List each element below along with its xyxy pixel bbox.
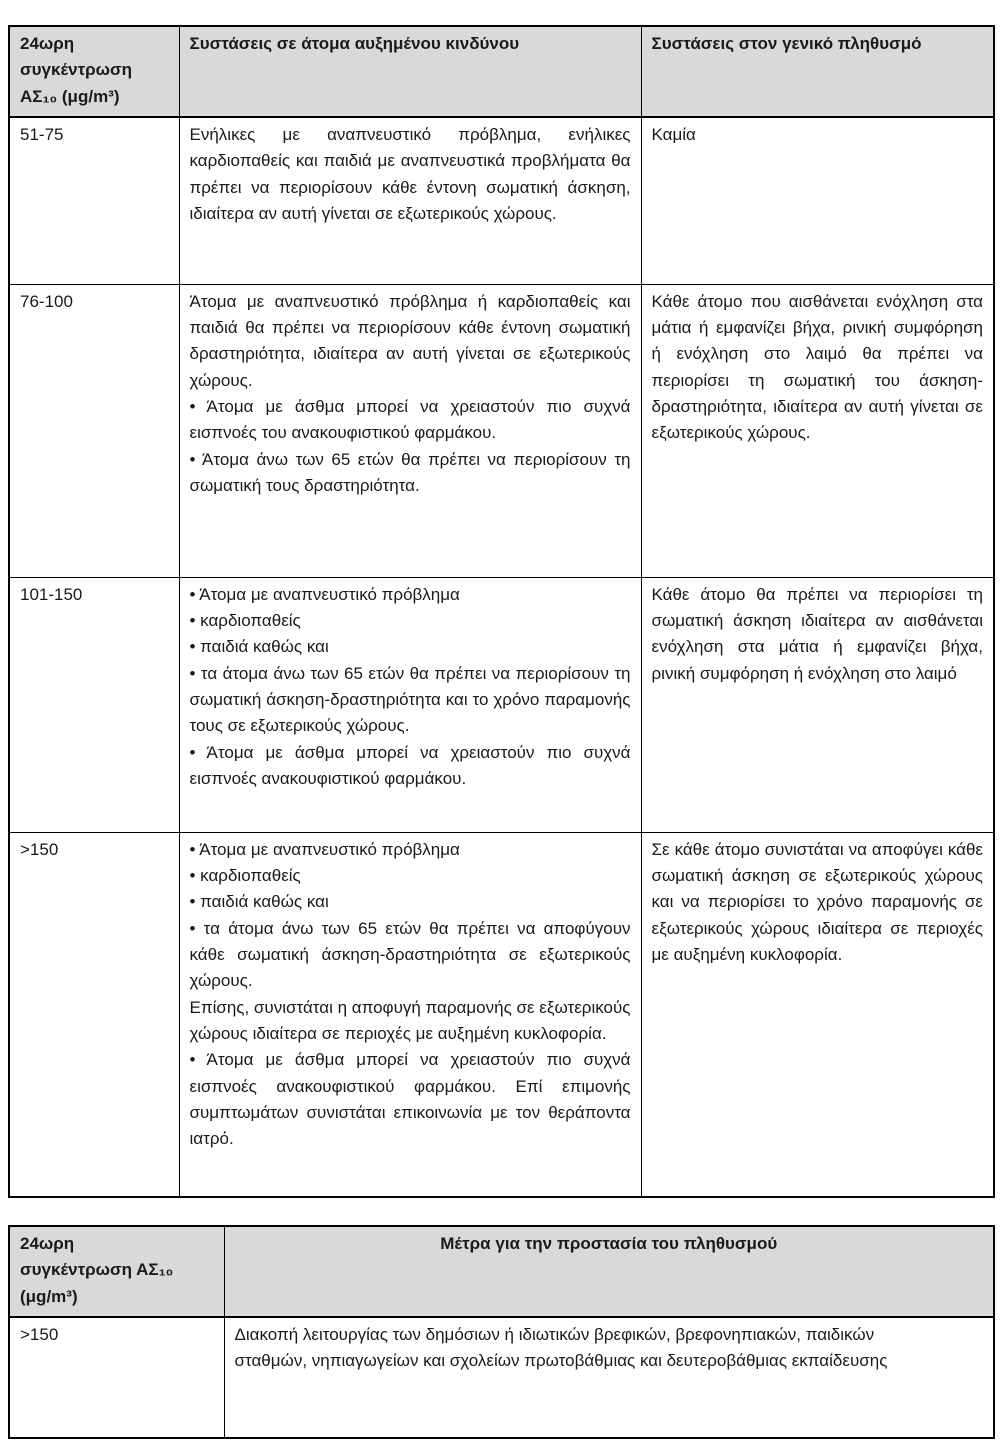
- paragraph: Κάθε άτομο θα πρέπει να περιορίσει τη σωματική άσκηση ιδιαίτερα αν αισθάνεται ενόχληση στα μάτια ή εμφανίζει βήχα, ρινική συμφόρηση ή ενόχληση στο λαιμό: [651, 584, 983, 683]
- table1-header-general-population: Συστάσεις στον γενικό πληθυσμό: [641, 26, 994, 117]
- risk-recommendations-cell: [179, 832, 641, 1197]
- risk-recommendations-cell: [179, 284, 641, 577]
- general-recommendations-cell: [641, 832, 994, 1197]
- table2-header-concentration: [9, 1226, 224, 1317]
- concentration-range-cell: 51-75: [9, 117, 179, 284]
- paragraph: • Άτομα άνω των 65 ετών θα πρέπει να περιορίσουν τη σωματική τους δραστηριότητα.: [189, 449, 631, 495]
- paragraph: • Άτομα με άσθμα μπορεί να χρειαστούν πιο συχνά εισπνοές ανακουφιστικού φαρμάκου. Επί επιμονής συμπτωμάτων συνιστάται επικοινωνία με τον θεράποντα ιατρό.: [189, 1050, 631, 1149]
- general-recommendations-cell: [641, 117, 994, 284]
- paragraph: Επίσης, συνιστάται η αποφυγή παραμονής σε εξωτερικούς χώρους ιδιαίτερα σε περιοχές με αυξημένη κυκλοφορία.: [189, 997, 631, 1043]
- paragraph: • Άτομα με αναπνευστικό πρόβλημα: [189, 584, 460, 604]
- table1-row-51-75: [9, 117, 994, 284]
- concentration-range-cell: >150: [9, 1317, 224, 1438]
- paragraph: Διακοπή λειτουργίας των δημόσιων ή ιδιωτικών βρεφικών, βρεφονηπιακών, παιδικών: [234, 1325, 875, 1345]
- table2-header-measures: Μέτρα για την προστασία του πληθυσμού: [224, 1226, 994, 1317]
- paragraph: Άτομα με αναπνευστικό πρόβλημα ή καρδιοπαθείς και παιδιά θα πρέπει να περιορίσουν κάθε έντονη σωματική δραστηριότητα, ιδιαίτερα αν αυτή γίνεται σε εξωτερικούς χώρους.: [189, 291, 631, 390]
- paragraph: Κάθε άτομο που αισθάνεται ενόχληση στα μάτια ή εμφανίζει βήχα, ρινική συμφόρηση ή ενόχληση στο λαιμό θα πρέπει να περιορίσει τη σωματική του άσκηση- δραστηριότητα, ιδιαίτερα αν αυτή γίνεται σε εξωτερικούς χώρους.: [651, 291, 983, 443]
- risk-recommendations-cell: [179, 577, 641, 832]
- measures-cell: [224, 1317, 994, 1438]
- paragraph: • Άτομα με άσθμα μπορεί να χρειαστούν πιο συχνά εισπνοές ανακουφιστικού φαρμάκου.: [189, 742, 631, 788]
- pm10-protection-measures-table: [8, 1225, 995, 1439]
- paragraph: • καρδιοπαθείς: [189, 865, 301, 885]
- paragraph: • τα άτομα άνω των 65 ετών θα πρέπει να περιορίσουν τη σωματική άσκηση-δραστηριότητα και το χρόνο παραμονής τους σε εξωτερικούς χώρους.: [189, 663, 631, 736]
- paragraph: Ενήλικες με αναπνευστικό πρόβλημα, ενήλικες καρδιοπαθείς και παιδιά με αναπνευστικά προβλήματα θα πρέπει να περιορίσουν κάθε έντονη σωματική άσκηση, ιδιαίτερα αν αυτή γίνεται σε εξωτερικούς χώρους.: [189, 125, 631, 224]
- table1-header-concentration: [9, 26, 179, 117]
- paragraph: Καμία: [651, 125, 696, 145]
- paragraph: συγκέντρωση: [20, 60, 133, 80]
- concentration-range-cell: 76-100: [9, 284, 179, 577]
- pm10-recommendations-table: [8, 25, 995, 1198]
- paragraph: 24ωρη: [20, 34, 75, 53]
- table1-row-101-150: [9, 577, 994, 832]
- paragraph: • Άτομα με αναπνευστικό πρόβλημα: [189, 839, 460, 859]
- table1-row-76-100: [9, 284, 994, 577]
- risk-recommendations-cell: [179, 117, 641, 284]
- paragraph: Σε κάθε άτομο συνιστάται να αποφύγει κάθε σωματική άσκηση σε εξωτερικούς χώρους και να περιορίσει το χρόνο παραμονής σε εξωτερικούς χώρους ιδιαίτερα σε περιοχές με αυξημένη κυκλοφορία.: [651, 839, 983, 964]
- paragraph: • καρδιοπαθείς: [189, 610, 301, 630]
- paragraph: • Άτομα με άσθμα μπορεί να χρειαστούν πιο συχνά εισπνοές του ανακουφιστικού φαρμάκου.: [189, 396, 631, 443]
- table2-row-over-150: [9, 1317, 994, 1438]
- table1-header-risk-groups: Συστάσεις σε άτομα αυξημένου κινδύνου: [179, 26, 641, 117]
- paragraph: συγκέντρωση ΑΣ₁₀: [20, 1260, 174, 1280]
- paragraph: 24ωρη: [20, 1234, 75, 1254]
- paragraph: • παιδιά καθώς και: [189, 892, 329, 912]
- general-recommendations-cell: [641, 284, 994, 577]
- table1-header-row: [9, 26, 994, 117]
- concentration-range-cell: >150: [9, 832, 179, 1197]
- table1-row-over-150: [9, 832, 994, 1197]
- paragraph: (μg/m³): [20, 1286, 78, 1306]
- table2-header-row: [9, 1226, 994, 1317]
- paragraph: σταθμών, νηπιαγωγείων και σχολείων πρωτοβάθμιας και δευτεροβάθμιας εκπαίδευσης: [234, 1351, 888, 1371]
- paragraph: ΑΣ₁₀ (μg/m³): [20, 86, 120, 106]
- general-recommendations-cell: [641, 577, 994, 832]
- concentration-range-cell: 101-150: [9, 577, 179, 832]
- paragraph: • τα άτομα άνω των 65 ετών θα πρέπει να αποφύγουν κάθε σωματική άσκηση-δραστηριότητα σε εξωτερικούς χώρους.: [189, 918, 631, 991]
- paragraph: • παιδιά καθώς και: [189, 637, 329, 657]
